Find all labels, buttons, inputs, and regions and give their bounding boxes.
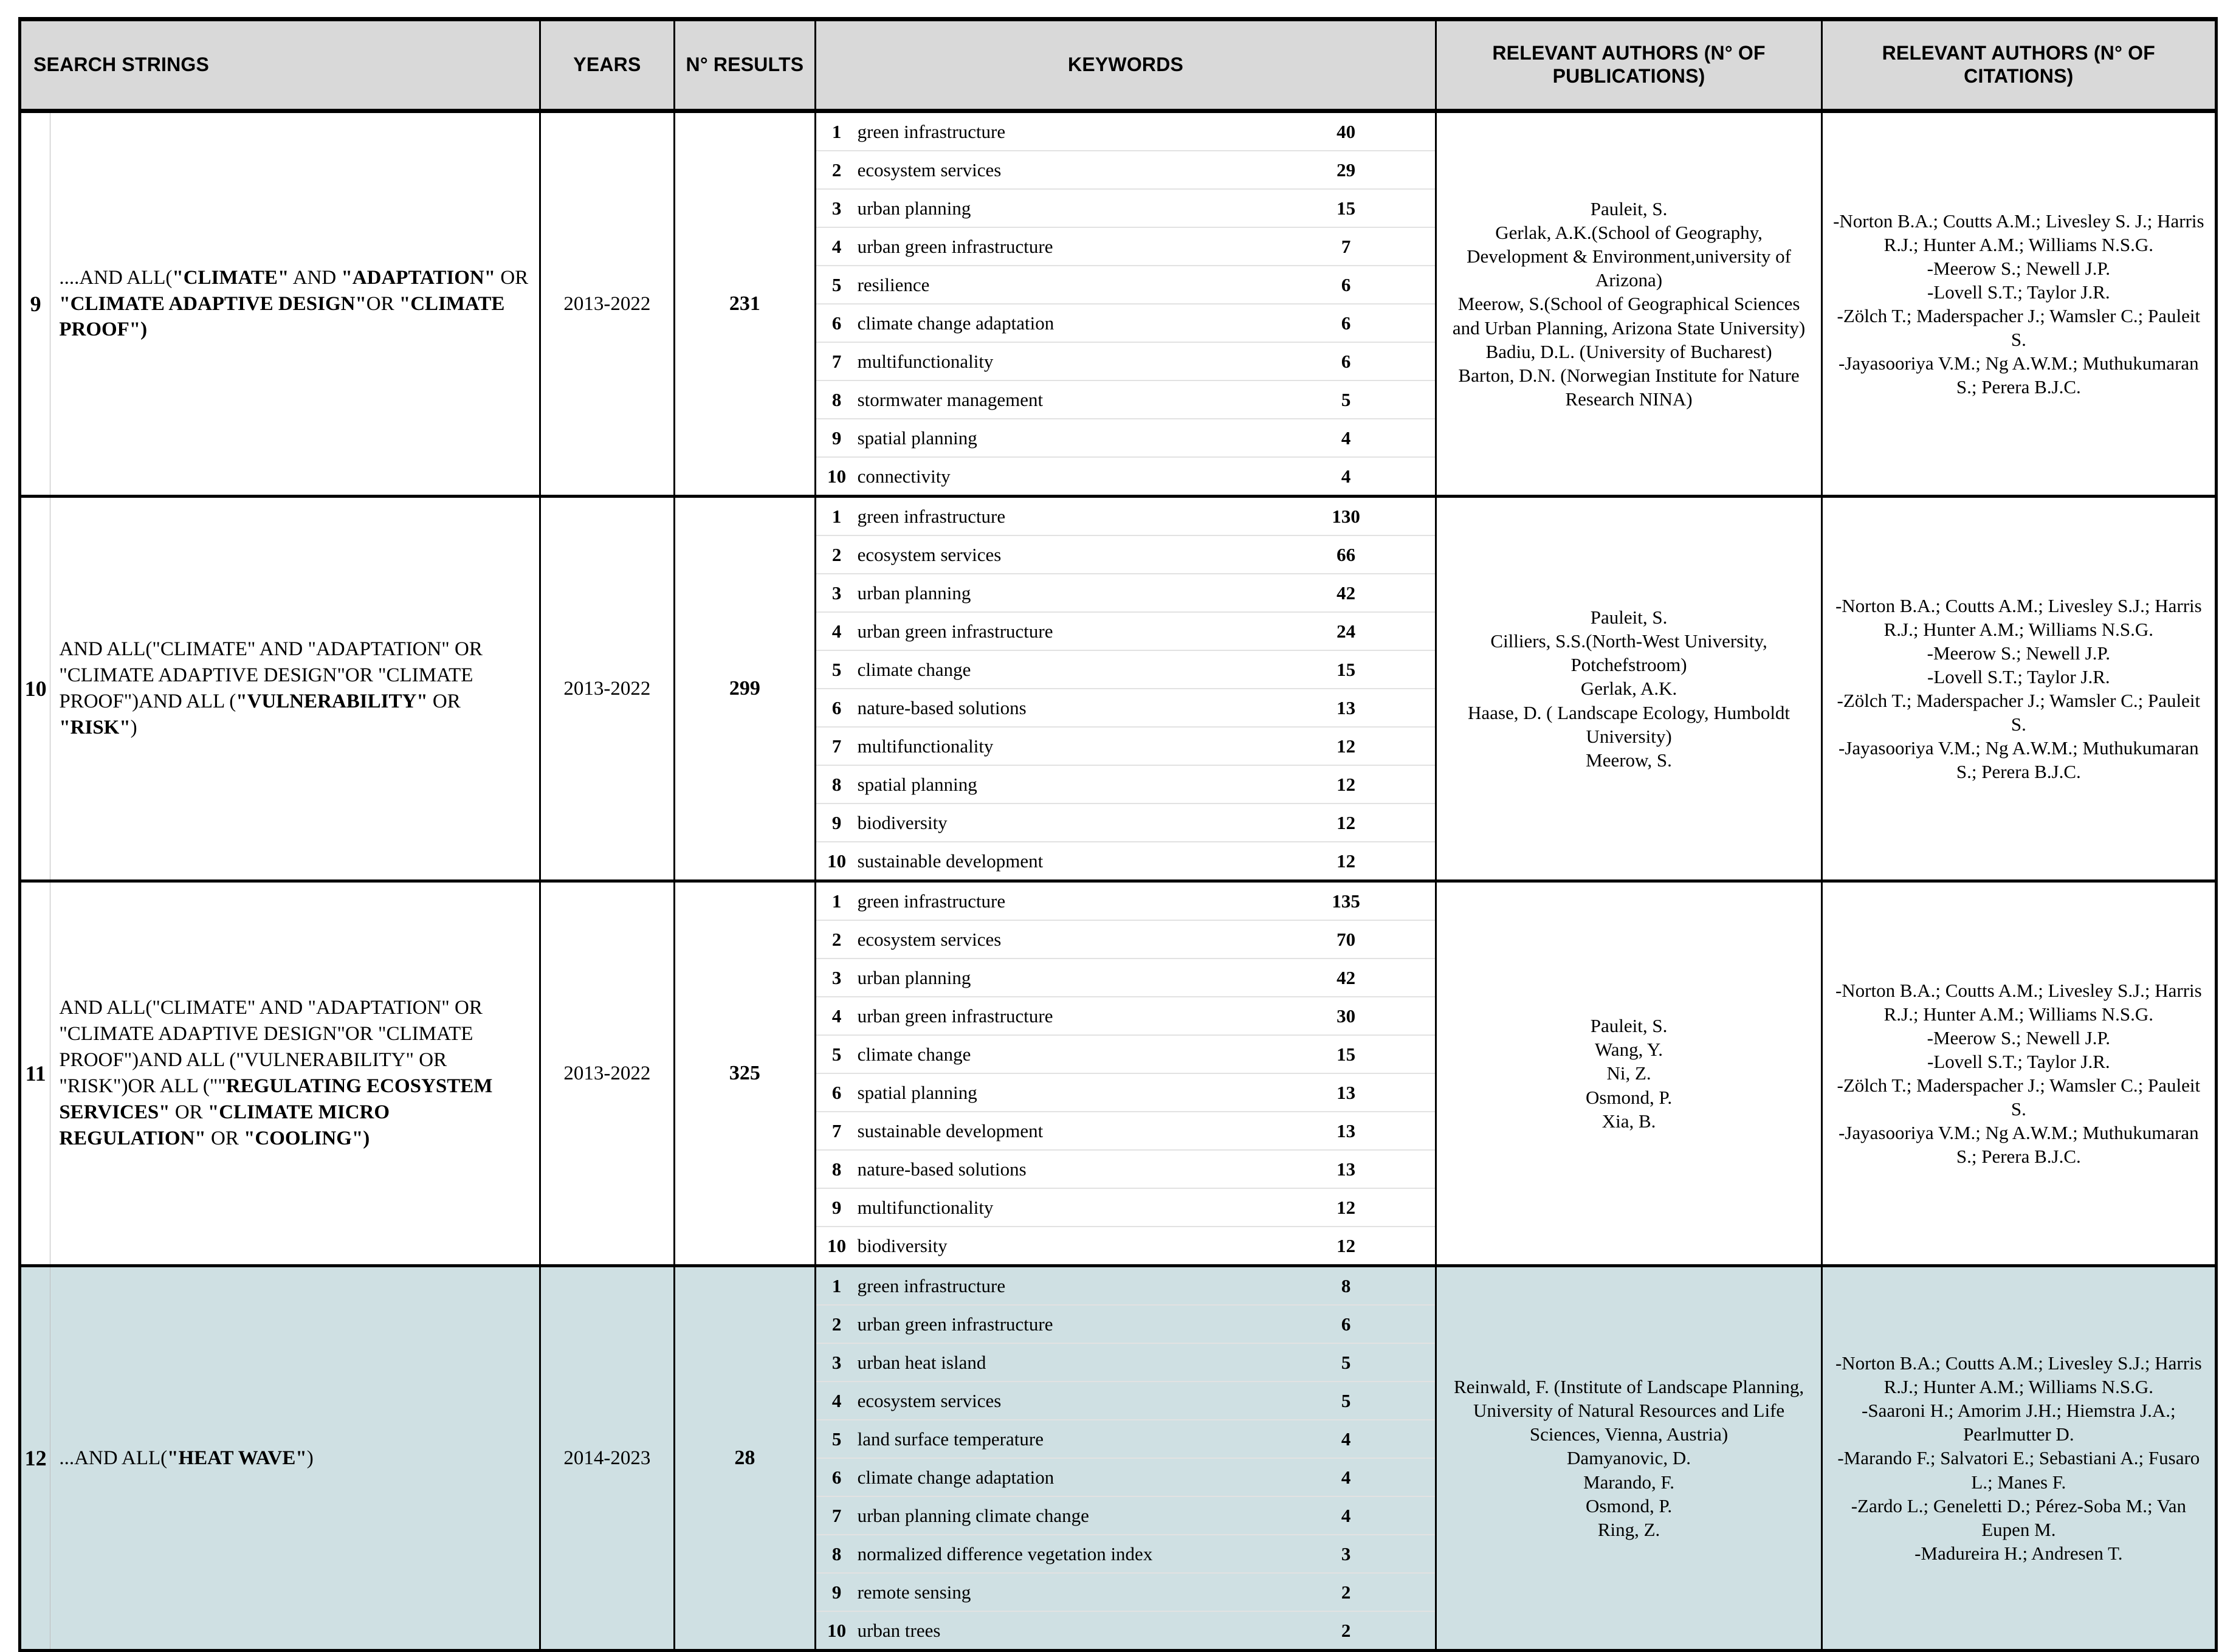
keyword-occurence: 2	[1257, 1573, 1436, 1611]
author-entry: Badiu, D.L. (University of Bucharest)	[1485, 340, 1772, 362]
keyword-occurence: 24	[1257, 612, 1436, 650]
keyword-label: urban heat island	[858, 1343, 1257, 1382]
keyword-occurence: 13	[1257, 1150, 1436, 1188]
author-entry: Pauleit, S.	[1590, 607, 1668, 628]
keyword-row	[816, 804, 1436, 842]
keyword-occurence: 40	[1257, 113, 1436, 151]
keyword-row	[816, 689, 1436, 727]
citation-entry: -Norton B.A.; Coutts A.M.; Livesley S.J.; Harris R.J.; Hunter A.M.; Williams N.S.G.	[1835, 979, 2202, 1025]
relevant-authors-publications-cell	[1436, 1266, 1821, 1651]
keyword-row	[816, 342, 1436, 380]
citation-entry: -Lovell S.T.; Taylor J.R.	[1927, 1050, 2110, 1072]
keyword-label: climate change	[858, 1035, 1257, 1073]
keyword-row	[816, 842, 1436, 879]
keyword-row	[816, 1343, 1436, 1382]
keyword-label: green infrastructure	[858, 1267, 1257, 1305]
keyword-rank: 1	[816, 113, 858, 151]
keyword-label: climate change	[858, 650, 1257, 689]
keyword-rank: 5	[816, 650, 858, 689]
keyword-occurence: 6	[1257, 266, 1436, 304]
keyword-occurence: 12	[1257, 727, 1436, 765]
keyword-row	[816, 419, 1436, 457]
keyword-occurence: 4	[1257, 1496, 1436, 1535]
citation-entry: -Jayasooriya V.M.; Ng A.W.M.; Muthukumaran S.; Perera B.J.C.	[1838, 737, 2199, 783]
keyword-row	[816, 1611, 1436, 1649]
keyword-row	[816, 727, 1436, 765]
keyword-label: nature-based solutions	[858, 689, 1257, 727]
keyword-rank: 10	[827, 465, 847, 487]
keyword-label: climate change adaptation	[858, 1458, 1257, 1496]
table-row	[20, 1266, 2217, 1651]
keyword-row	[816, 1073, 1436, 1112]
keyword-label: ecosystem services	[858, 1382, 1257, 1420]
keyword-row	[816, 959, 1436, 997]
keyword-occurence: 6	[1257, 304, 1436, 342]
keyword-rank: 9	[816, 804, 858, 842]
keyword-label: resilience	[858, 266, 1257, 304]
keyword-label: multifunctionality	[858, 1188, 1257, 1227]
n-results-cell: 299	[675, 497, 816, 881]
search-string-cell: AND ALL("CLIMATE" AND "ADAPTATION" OR "CLIMATE ADAPTIVE DESIGN"OR "CLIMATE PROOF")AND ALL ("VULNERABILITY" OR "RISK")OR ALL (""REGULATING ECOSYSTEM SERVICES" OR "CLIMATE MICRO REGULATION" OR "COOLING")	[50, 881, 540, 1266]
keyword-rank: 4	[816, 612, 858, 650]
keyword-label: urban green infrastructure	[858, 612, 1257, 650]
citation-entry: -Madureira H.; Andresen T.	[1914, 1542, 2123, 1564]
keyword-rank: 6	[816, 304, 858, 342]
header-row	[20, 19, 2217, 111]
author-entry: Barton, D.N. (Norwegian Institute for Nature Research NINA)	[1458, 364, 1800, 410]
keyword-row	[816, 498, 1436, 535]
keyword-occurence: 12	[1336, 1234, 1356, 1256]
keyword-occurence: 13	[1257, 689, 1436, 727]
table-body	[20, 111, 2217, 1651]
citation-entry: -Norton B.A.; Coutts A.M.; Livesley S.J.; Harris R.J.; Hunter A.M.; Williams N.S.G.	[1835, 1352, 2202, 1398]
keyword-rank: 2	[816, 535, 858, 574]
row-index: 11	[20, 881, 50, 1266]
keyword-label: land surface temperature	[858, 1420, 1257, 1458]
keyword-row	[816, 1035, 1436, 1073]
table-header	[20, 19, 2217, 111]
citation-entry: -Jayasooriya V.M.; Ng A.W.M.; Muthukumaran S.; Perera B.J.C.	[1838, 1122, 2199, 1168]
author-entry: Xia, B.	[1601, 1110, 1656, 1132]
keyword-row	[816, 612, 1436, 650]
keyword-label: spatial planning	[858, 419, 1257, 457]
keyword-row	[816, 1305, 1436, 1343]
keyword-rank: 2	[816, 1305, 858, 1343]
keyword-label: multifunctionality	[858, 727, 1257, 765]
years-cell: 2013-2022	[540, 497, 674, 881]
author-entry: Pauleit, S.	[1590, 198, 1668, 220]
keyword-row	[816, 1420, 1436, 1458]
n-results-cell: 231	[675, 111, 816, 497]
citation-entry: -Marando F.; Salvatori E.; Sebastiani A.; Fusaro L.; Manes F.	[1837, 1447, 2200, 1493]
keyword-label: urban planning	[858, 189, 1257, 227]
keywords-cell	[815, 497, 1436, 881]
citation-entry: -Lovell S.T.; Taylor J.R.	[1927, 666, 2110, 687]
keyword-occurence: 12	[1257, 765, 1436, 804]
keyword-occurence: 2	[1257, 1611, 1436, 1649]
keyword-occurence: 70	[1257, 920, 1436, 959]
keyword-rank: 6	[816, 689, 858, 727]
keyword-occurence: 12	[1257, 1188, 1436, 1227]
years-cell: 2013-2022	[540, 881, 674, 1266]
keyword-rank: 8	[816, 1535, 858, 1573]
keyword-row	[816, 1267, 1436, 1305]
keyword-label: urban green infrastructure	[858, 997, 1257, 1035]
keyword-label: ecosystem services	[858, 151, 1257, 189]
citation-entry: -Norton B.A.; Coutts A.M.; Livesley S.J.; Harris R.J.; Hunter A.M.; Williams N.S.G.	[1835, 594, 2202, 640]
keyword-label: urban planning	[858, 574, 1257, 612]
keyword-rank: 3	[816, 574, 858, 612]
keyword-occurence: 130	[1257, 498, 1436, 535]
keyword-rank: 5	[816, 266, 858, 304]
keyword-row	[816, 1382, 1436, 1420]
keyword-rank: 9	[816, 1188, 858, 1227]
keyword-row	[816, 883, 1436, 920]
keyword-rank: 9	[816, 1573, 858, 1611]
keyword-rank: 8	[816, 1150, 858, 1188]
keyword-rank: 2	[816, 920, 858, 959]
author-entry: Ni, Z.	[1606, 1062, 1651, 1084]
keyword-row	[816, 920, 1436, 959]
row-index: 9	[20, 111, 50, 497]
relevant-authors-publications-cell	[1436, 881, 1821, 1266]
header-years: YEARS	[540, 19, 674, 111]
header-search-strings: SEARCH STRINGS	[20, 19, 540, 111]
keyword-row	[816, 765, 1436, 804]
keyword-label: sustainable development	[858, 1112, 1257, 1150]
years-cell: 2013-2022	[540, 111, 674, 497]
keyword-rank: 4	[816, 1382, 858, 1420]
keyword-label: urban planning climate change	[858, 1496, 1257, 1535]
keyword-row	[816, 113, 1436, 151]
header-keywords: KEYWORDS	[815, 19, 1436, 111]
keywords-cell	[815, 1266, 1436, 1651]
keyword-rank: 9	[816, 419, 858, 457]
citation-entry: -Lovell S.T.; Taylor J.R.	[1927, 281, 2110, 303]
table-row	[20, 111, 2217, 497]
keyword-row	[816, 266, 1436, 304]
keyword-row	[816, 1188, 1436, 1227]
author-entry: Pauleit, S.	[1590, 1015, 1668, 1037]
table-row	[20, 497, 2217, 881]
keyword-occurence: 13	[1257, 1073, 1436, 1112]
keyword-rank: 1	[816, 1267, 858, 1305]
keyword-occurence: 5	[1257, 1343, 1436, 1382]
author-entry: Marando, F.	[1583, 1471, 1675, 1493]
keywords-table	[816, 113, 1436, 495]
keyword-label: urban planning	[858, 959, 1257, 997]
author-entry: Meerow, S.	[1586, 749, 1672, 771]
keyword-rank: 7	[816, 342, 858, 380]
keyword-rank: 7	[816, 727, 858, 765]
keyword-occurence: 42	[1257, 959, 1436, 997]
keyword-label: sustainable development	[857, 850, 1044, 872]
keyword-row	[816, 151, 1436, 189]
row-index: 12	[20, 1266, 50, 1651]
keywords-table	[816, 498, 1436, 879]
relevant-authors-publications-cell	[1436, 497, 1821, 881]
keyword-occurence: 5	[1257, 380, 1436, 419]
keyword-label: urban trees	[858, 1611, 1257, 1649]
citation-entry: -Zölch T.; Maderspacher J.; Wamsler C.; Pauleit S.	[1837, 1075, 2201, 1120]
citation-entry: -Meerow S.; Newell J.P.	[1927, 642, 2110, 664]
keyword-label: ecosystem services	[858, 535, 1257, 574]
citation-entry: -Meerow S.; Newell J.P.	[1927, 257, 2110, 279]
keyword-occurence: 4	[1257, 1458, 1436, 1496]
keyword-occurence: 12	[1257, 804, 1436, 842]
keywords-cell	[815, 111, 1436, 497]
keyword-label: green infrastructure	[858, 113, 1257, 151]
keyword-row	[816, 650, 1436, 689]
keyword-rank: 2	[816, 151, 858, 189]
keyword-occurence: 12	[1336, 850, 1356, 872]
keyword-row	[816, 574, 1436, 612]
keyword-occurence: 42	[1257, 574, 1436, 612]
keyword-occurence: 4	[1257, 1420, 1436, 1458]
keyword-occurence: 7	[1257, 227, 1436, 266]
relevant-authors-publications-cell	[1436, 111, 1821, 497]
keyword-row	[816, 997, 1436, 1035]
author-entry: Gerlak, A.K.	[1580, 678, 1677, 700]
keyword-occurence: 5	[1257, 1382, 1436, 1420]
search-string-cell: AND ALL("CLIMATE" AND "ADAPTATION" OR "CLIMATE ADAPTIVE DESIGN"OR "CLIMATE PROOF")AND ALL ("VULNERABILITY" OR "RISK")	[50, 497, 540, 881]
header-relevant-authors-publications: RELEVANT AUTHORS (N° OF PUBLICATIONS)	[1436, 19, 1821, 111]
author-entry: Osmond, P.	[1585, 1495, 1673, 1516]
keyword-occurence: 6	[1257, 342, 1436, 380]
author-entry: Haase, D. ( Landscape Ecology, Humboldt University)	[1468, 701, 1791, 747]
keyword-rank: 6	[816, 1073, 858, 1112]
header-n-results: N° RESULTS	[675, 19, 816, 111]
keyword-rank: 3	[816, 959, 858, 997]
keyword-label: green infrastructure	[858, 883, 1257, 920]
keyword-row	[816, 380, 1436, 419]
search-string-cell: ...AND ALL("HEAT WAVE")	[50, 1266, 540, 1651]
keyword-occurence: 29	[1257, 151, 1436, 189]
author-entry: Gerlak, A.K.(School of Geography, Development & Environment,university of Arizona)	[1467, 222, 1791, 291]
keyword-row	[816, 189, 1436, 227]
author-entry: Osmond, P.	[1585, 1086, 1673, 1108]
keyword-rank: 8	[816, 765, 858, 804]
keyword-occurence: 15	[1257, 1035, 1436, 1073]
author-entry: Wang, Y.	[1595, 1039, 1663, 1061]
citation-entry: -Meerow S.; Newell J.P.	[1927, 1027, 2110, 1048]
citation-entry: -Jayasooriya V.M.; Ng A.W.M.; Muthukumaran S.; Perera B.J.C.	[1838, 353, 2199, 398]
keyword-row	[816, 535, 1436, 574]
years-cell: 2014-2023	[540, 1266, 674, 1651]
keyword-rank: 3	[816, 189, 858, 227]
author-entry: Damyanovic, D.	[1567, 1447, 1691, 1469]
relevant-authors-citations-cell	[1821, 497, 2216, 881]
n-results-cell: 28	[675, 1266, 816, 1651]
keyword-rank: 10	[827, 850, 847, 872]
keyword-label: biodiversity	[858, 804, 1257, 842]
keyword-label: nature-based solutions	[858, 1150, 1257, 1188]
keyword-row	[816, 1496, 1436, 1535]
keyword-rank: 4	[816, 997, 858, 1035]
table-row	[20, 881, 2217, 1266]
keyword-label: climate change adaptation	[858, 304, 1257, 342]
keyword-row	[816, 227, 1436, 266]
citation-entry: -Zölch T.; Maderspacher J.; Wamsler C.; Pauleit S.	[1837, 690, 2201, 735]
relevant-authors-citations-cell	[1821, 881, 2216, 1266]
keyword-rank: 10	[827, 1234, 847, 1256]
keyword-rank: 5	[816, 1420, 858, 1458]
keyword-occurence: 4	[1341, 465, 1351, 487]
keyword-occurence: 4	[1257, 419, 1436, 457]
keyword-rank: 3	[816, 1343, 858, 1382]
keyword-occurence: 15	[1257, 650, 1436, 689]
header-relevant-authors-citations: RELEVANT AUTHORS (N° OF CITATIONS)	[1821, 19, 2216, 111]
relevant-authors-citations-cell	[1821, 111, 2216, 497]
keyword-row	[816, 304, 1436, 342]
keyword-label: green infrastructure	[858, 498, 1257, 535]
keyword-row	[816, 1573, 1436, 1611]
keyword-label: biodiversity	[857, 1234, 948, 1256]
keyword-label: spatial planning	[858, 1073, 1257, 1112]
keyword-label: connectivity	[857, 465, 951, 487]
author-entry: Reinwald, F. (Institute of Landscape Planning, University of Natural Resources and Life Sciences, Vienna, Austria)	[1454, 1376, 1804, 1445]
keyword-row	[816, 1535, 1436, 1573]
keyword-rank: 8	[816, 380, 858, 419]
keyword-rank: 5	[816, 1035, 858, 1073]
keyword-rank: 1	[816, 883, 858, 920]
keyword-occurence: 15	[1257, 189, 1436, 227]
keyword-occurence: 3	[1257, 1535, 1436, 1573]
keyword-label: stormwater management	[858, 380, 1257, 419]
row-index: 10	[20, 497, 50, 881]
keyword-label: urban green infrastructure	[858, 1305, 1257, 1343]
search-string-cell: ....AND ALL("CLIMATE" AND "ADAPTATION" OR "CLIMATE ADAPTIVE DESIGN"OR "CLIMATE PROOF")	[50, 111, 540, 497]
keyword-occurence: 13	[1257, 1112, 1436, 1150]
keyword-rank: 6	[816, 1458, 858, 1496]
keyword-row	[816, 1458, 1436, 1496]
citation-entry: -Zardo L.; Geneletti D.; Pérez-Soba M.; Van Eupen M.	[1851, 1495, 2186, 1540]
keyword-label: ecosystem services	[858, 920, 1257, 959]
author-entry: Ring, Z.	[1597, 1518, 1660, 1540]
keywords-table	[816, 1267, 1436, 1649]
keyword-rank: 4	[816, 227, 858, 266]
keyword-occurence: 30	[1257, 997, 1436, 1035]
keyword-occurence: 66	[1257, 535, 1436, 574]
keyword-occurence: 135	[1257, 883, 1436, 920]
keyword-occurence: 8	[1257, 1267, 1436, 1305]
keyword-label: urban green infrastructure	[858, 227, 1257, 266]
keyword-label: remote sensing	[858, 1573, 1257, 1611]
keyword-row	[816, 1112, 1436, 1150]
keyword-rank: 7	[816, 1496, 858, 1535]
keyword-row	[816, 1150, 1436, 1188]
keyword-rank: 7	[816, 1112, 858, 1150]
author-entry: Cilliers, S.S.(North-West University, Potchefstroom)	[1490, 630, 1767, 676]
keyword-row	[816, 1227, 1436, 1264]
n-results-cell: 325	[675, 881, 816, 1266]
keyword-label: spatial planning	[858, 765, 1257, 804]
keyword-row	[816, 457, 1436, 495]
keyword-rank: 10	[816, 1611, 858, 1649]
keyword-label: normalized difference vegetation index	[858, 1535, 1257, 1573]
keyword-occurence: 6	[1257, 1305, 1436, 1343]
keyword-rank: 1	[816, 498, 858, 535]
citation-entry: -Norton B.A.; Coutts A.M.; Livesley S. J.; Harris R.J.; Hunter A.M.; Williams N.S.G.	[1833, 210, 2204, 255]
keywords-table	[816, 883, 1436, 1264]
relevant-authors-citations-cell	[1821, 1266, 2216, 1651]
search-strings-table	[18, 17, 2218, 1652]
author-entry: Meerow, S.(School of Geographical Sciences and Urban Planning, Arizona State University)	[1452, 293, 1806, 339]
keywords-cell	[815, 881, 1436, 1266]
citation-entry: -Zölch T.; Maderspacher J.; Wamsler C.; Pauleit S.	[1837, 305, 2201, 351]
citation-entry: -Saaroni H.; Amorim J.H.; Hiemstra J.A.; Pearlmutter D.	[1862, 1400, 2176, 1445]
keyword-label: multifunctionality	[858, 342, 1257, 380]
